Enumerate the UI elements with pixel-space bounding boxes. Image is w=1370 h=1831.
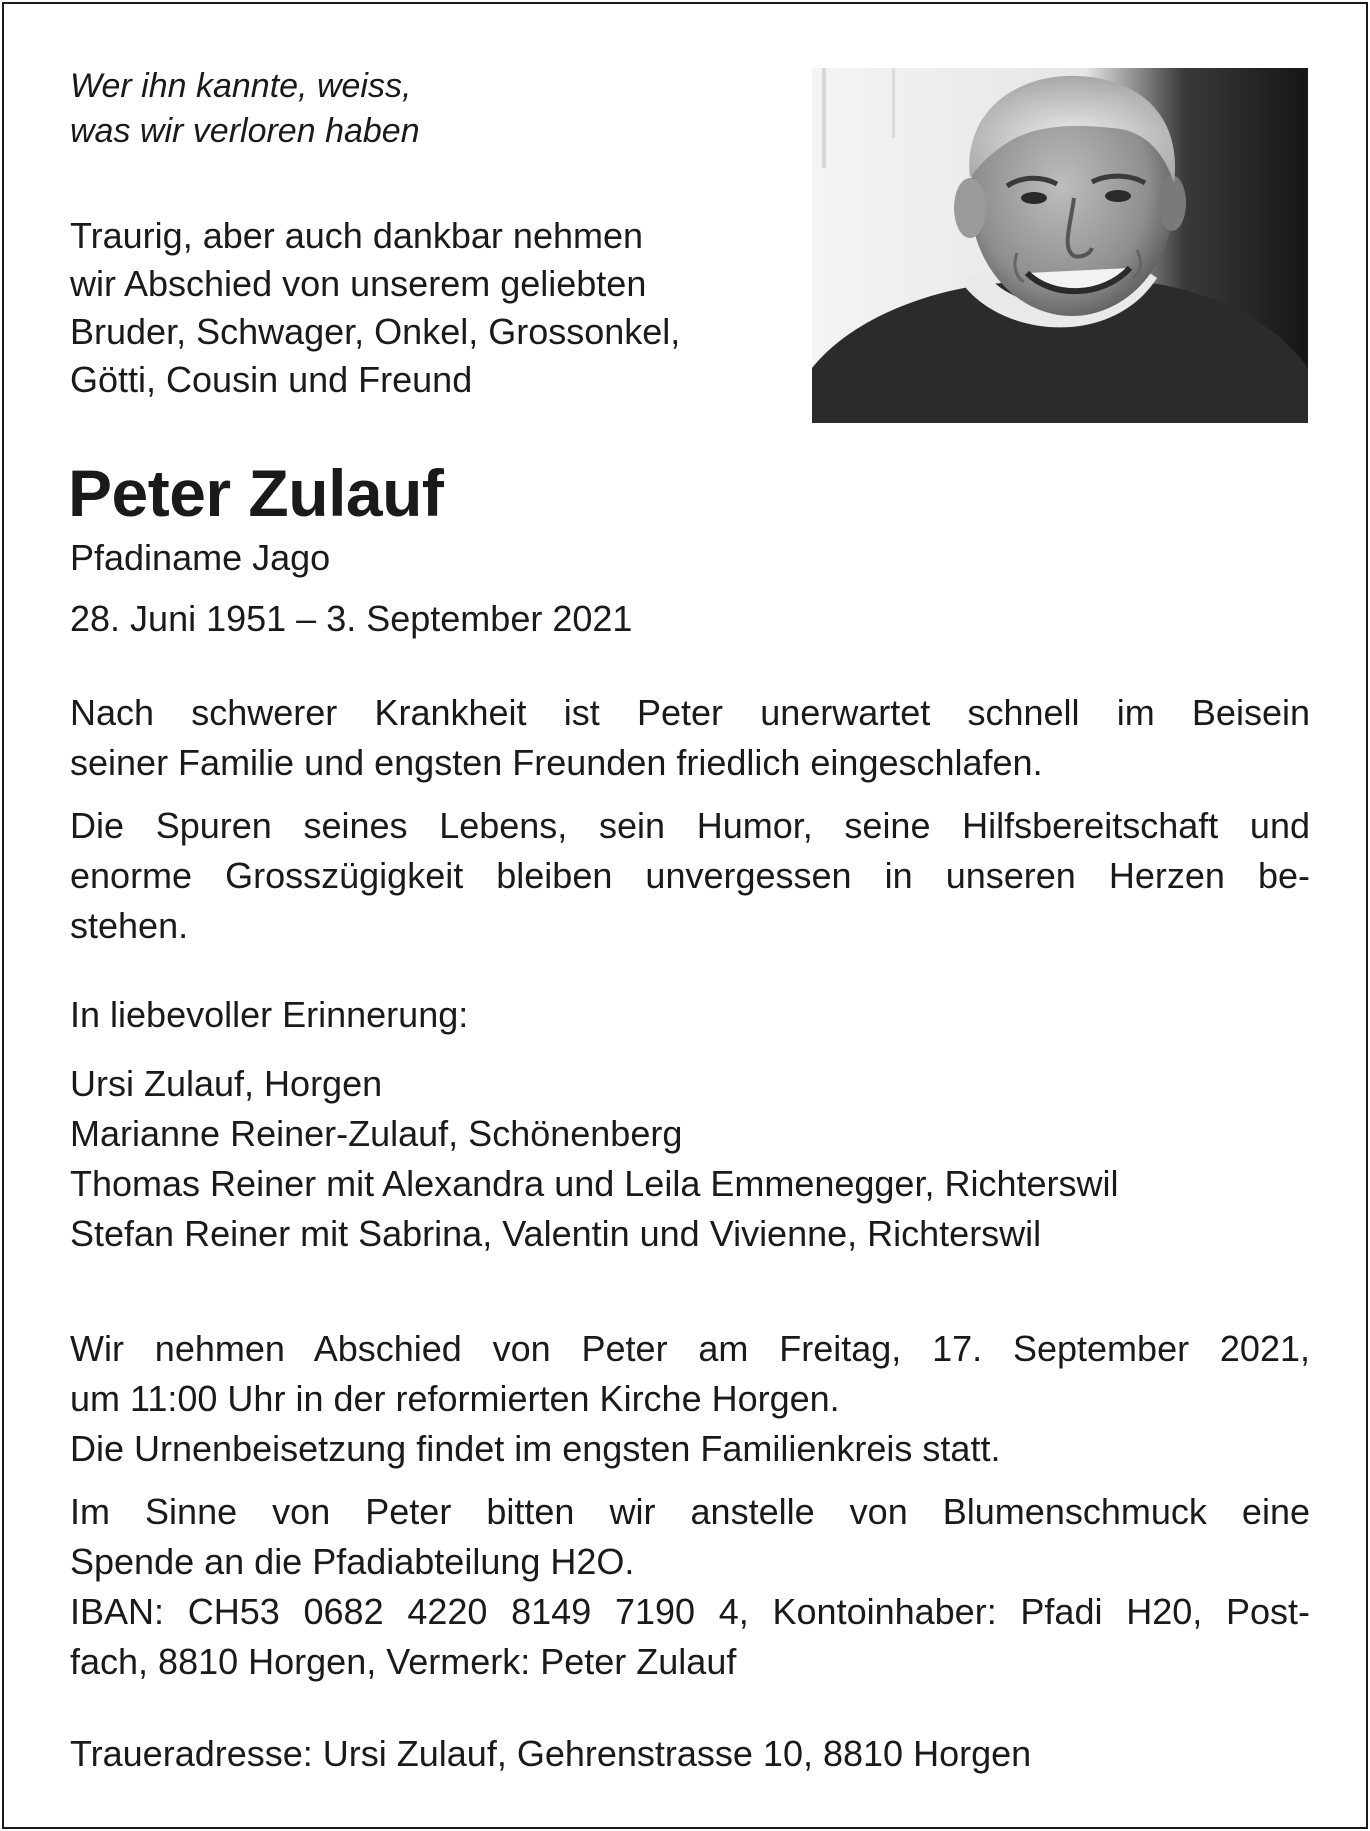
mourner-entry: Marianne Reiner-Zulauf, Schönenberg (70, 1113, 683, 1154)
mourning-address: Traueradresse: Ursi Zulauf, Gehrenstrasse 10, 8810 Horgen (70, 1733, 1032, 1774)
ceremony-paragraph (70, 1324, 1310, 1474)
paragraph-line: Spende an die Pfadiabteilung H2O. (70, 1541, 635, 1582)
mourners-list (70, 1059, 1310, 1259)
intro-line: Götti, Cousin und Freund (70, 359, 473, 400)
life-dates: 28. Juni 1951 – 3. September 2021 (70, 598, 633, 639)
paragraph-line: Im Sinne von Peter bitten wir anstelle von Blumenschmuck eine (70, 1491, 1310, 1532)
illness-paragraph (70, 688, 1310, 788)
paragraph-line: fach, 8810 Horgen, Vermerk: Peter Zulauf (70, 1641, 737, 1682)
intro-text (70, 212, 680, 404)
paragraph-line: Nach schwerer Krankheit ist Peter unerwartet schnell im Beisein (70, 692, 1310, 733)
motto (70, 64, 420, 154)
paragraph-line: Wir nehmen Abschied von Peter am Freitag, 17. September 2021, (70, 1328, 1310, 1369)
mourner-entry: Thomas Reiner mit Alexandra und Leila Emmenegger, Richterswil (70, 1163, 1119, 1204)
paragraph-line: Die Urnenbeisetzung findet im engsten Familienkreis statt. (70, 1428, 1001, 1469)
intro-line: Traurig, aber auch dankbar nehmen (70, 215, 644, 256)
paragraph-line: um 11:00 Uhr in der reformierten Kirche Horgen. (70, 1378, 840, 1419)
scout-name: Pfadiname Jago (70, 537, 331, 578)
paragraph-line: Die Spuren seines Lebens, sein Humor, seine Hilfsbereitschaft und (70, 805, 1310, 846)
intro-line: wir Abschied von unserem geliebten (70, 263, 647, 304)
mourner-entry: Ursi Zulauf, Horgen (70, 1063, 383, 1104)
paragraph-line: IBAN: CH53 0682 4220 8149 7190 4, Kontoinhaber: Pfadi H20, Post- (70, 1591, 1310, 1632)
paragraph-line: seiner Familie und engsten Freunden friedlich eingeschlafen. (70, 742, 1043, 783)
donation-paragraph (70, 1487, 1310, 1687)
motto-line: was wir verloren haben (70, 112, 420, 150)
intro-line: Bruder, Schwager, Onkel, Grossonkel, (70, 311, 681, 352)
paragraph-line: stehen. (70, 905, 189, 946)
deceased-name: Peter Zulauf (68, 456, 444, 530)
mourner-entry: Stefan Reiner mit Sabrina, Valentin und Vivienne, Richterswil (70, 1213, 1042, 1254)
remembrance-heading: In liebevoller Erinnerung: (70, 994, 469, 1035)
paragraph-line: enorme Grosszügigkeit bleiben unvergessen in unseren Herzen be- (70, 855, 1310, 896)
portrait-photo (812, 68, 1308, 423)
obituary-frame (2, 2, 1368, 1829)
legacy-paragraph (70, 801, 1310, 951)
motto-line: Wer ihn kannte, weiss, (70, 67, 412, 105)
